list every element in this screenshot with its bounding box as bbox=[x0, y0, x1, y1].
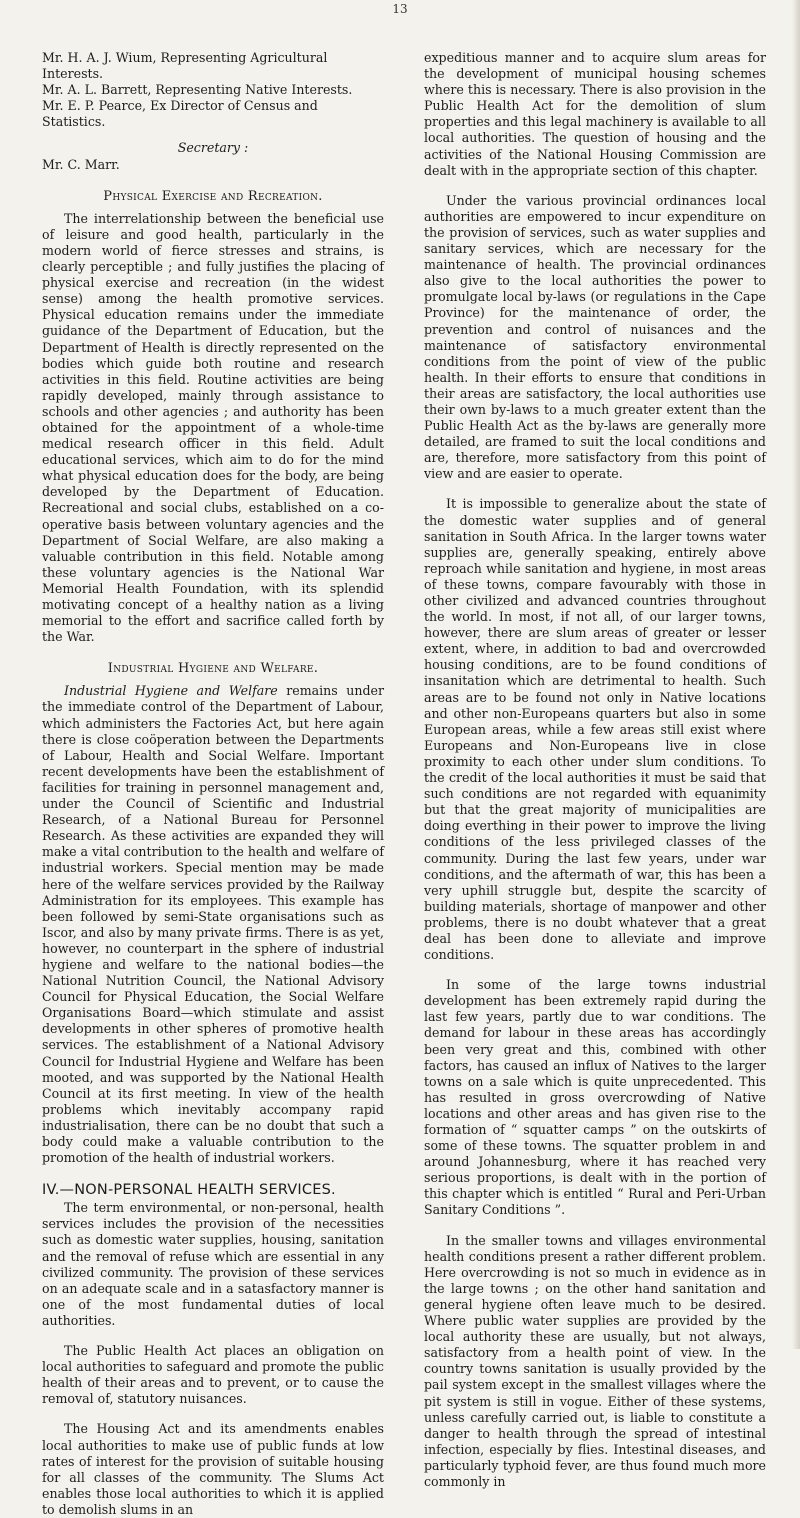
section-heading-physical: Physical Exercise and Recreation. bbox=[103, 188, 323, 204]
page-number: 13 bbox=[392, 2, 408, 16]
paragraph-physical: The interrelationship between the beneficial use of leisure and good health, particularly in the modern world of fierce stresses and strains, is clearly perceptible ; and fully justifies the placing of physical exercise and recreation (in the widest sense) among the health promotive services. Physical education remains under the immediate guidance of the Department of Education, but the Department of Health is directly represented on the bodies which guide both routine and research activities in this field. Routine activities are being rapidly developed, mainly through assistance to schools and other agencies ; and authority has been obtained for the appointment of a whole-time medical research officer in this field. Adult educational services, which aim to do for the mind what physical education does for the body, are being developed by the Department of Education. Recreational and social clubs, established on a co-operative basis between voluntary agencies and the Department of Social Welfare, are also making a valuable contribution in this field. Notable among these voluntary agencies is the National War Memorial Health Foundation, with its splendid motivating concept of a healthy nation as a living memorial to the effort and sacrifice called forth by the War. bbox=[42, 210, 384, 645]
secretary-name: Mr. C. Marr. bbox=[42, 156, 120, 172]
committee-member: Mr. A. L. Barrett, Representing Native Interests. bbox=[42, 82, 353, 98]
committee-member: Mr. H. A. J. Wium, Representing Agricultural Interests. bbox=[42, 50, 328, 82]
paragraph-body: remains under the immediate control of the Department of Labour, which administers the Factories Act, but here again there is close coöperation between the Departments of Labour, Health and Social Welfare. Important recent developments have been the establishment of facilities for training in personnel management and, under the Council of Scientific and Industrial Research, of a National Bureau for Personnel Research. As these activities are expanded they will make a vital contribution to the health and welfare of industrial workers. Special mention may be made here of the welfare services provided by the Railway Administration for its employees. This example has been followed by semi-State organisations such as Iscor, and also by many private firms. There is as yet, however, no counterpart in the sphere of industrial hygiene and welfare to the national bodies—the National Nutrition Council, the National Advisory Council for Physical Education, the Social Welfare Organisations Board—which stimulate and assist developments in other spheres of promotive health services. The establishment of a National Advisory Council for Industrial Hygiene and Welfare has been mooted, and was supported by the National Health Council at its first meeting. In view of the health problems which inevitably accompany rapid industrialisation, there can be no doubt that such a body could make a valuable contribution to the promotion of the health of industrial workers. bbox=[42, 683, 384, 1166]
page-edge-shadow bbox=[792, 0, 800, 1349]
paragraph: The Housing Act and its amendments enables local authorities to make use of public funds at low rates of interest for the provision of suitable housing for all classes of the community. The Slums Act enables those local authorities to which it is applied to demolish slums in an bbox=[42, 1421, 384, 1517]
paragraph-lead: Industrial Hygiene and Welfare bbox=[64, 683, 278, 699]
paragraph: Under the various provincial ordinances local authorities are empowered to incur expenditure on the provision of services, such as water supplies and sanitary services, which are necessary for the maintenance of health. The provincial ordinances also give to the local authorities the power to promulgate local by-laws (or regulations in the Cape Province) for the maintenance of order, the prevention and control of nuisances and the maintenance of satisfactory environmental conditions from the point of view of the public health. In their efforts to ensure that conditions in their areas are satisfactory, the local authorities use their own by-laws to a much greater extent than the Public Health Act as the by-laws are generally more detailed, are framed to suit the local conditions and are, therefore, more satisfactory from this point of view and are easier to operate. bbox=[424, 192, 766, 482]
committee-member: Mr. E. P. Pearce, Ex Director of Census and Statistics. bbox=[42, 98, 318, 130]
paragraph: The Public Health Act places an obligation on local authorities to safeguard and promote the public health of their areas and to prevent, or to cause the removal of, statutory nuisances. bbox=[42, 1343, 384, 1407]
paragraph: It is impossible to generalize about the state of the domestic water supplies and of general sanitation in South Africa. In the larger towns water supplies are, generally speaking, entirely above reproach while sanitation and hygiene, in most areas of these towns, compare favourably with those in other civilized and advanced countries throughout the world. In most, if not all, of our larger towns, however, there are slum areas of greater or lesser extent, where, in addition to bad and overcrowded housing conditions, are to be found conditions of insanitation which are detrimental to health. Such areas are to be found not only in Native locations and other non-Europeans quarters but also in some European areas, while a few areas still exist where Europeans and Non-Europeans live in close proximity to each other under slum conditions. To the credit of the local authorities it must be said that such conditions are not regarded with equanimity but that the great majority of municipalities are doing everthing in their power to improve the living conditions of the less privileged classes of the community. During the last few years, under war conditions, and the aftermath of war, this has been a very uphill struggle but, despite the scarcity of building materials, shortage of manpower and other problems, there is no doubt whatever that a great deal has been done to alleviate and improve conditions. bbox=[424, 496, 766, 963]
right-column bbox=[424, 50, 766, 1490]
paragraph: The term environmental, or non-personal, health services includes the provision of the necessities such as domestic water supplies, housing, sanitation and the removal of refuse which are essential in any civilized community. The provision of these services on an adequate scale and in a satasfactory manner is one of the most fundamental duties of local authorities. bbox=[42, 1200, 384, 1328]
paragraph: In some of the large towns industrial development has been extremely rapid during the last few years, partly due to war conditions. The demand for labour in these areas has accordingly been very great and this, combined with other factors, has caused an influx of Natives to the larger towns on a sale which is quite unprecedented. This has resulted in gross overcrowding of Native locations and other areas and has given rise to the formation of “ squatter camps ” on the outskirts of some of these towns. The squatter problem in and around Johannesburg, where it has reached very serious proportions, is dealt with in the portion of this chapter which is entitled “ Rural and Peri-Urban Sanitary Conditions ”. bbox=[424, 977, 766, 1218]
paragraph-industrial bbox=[42, 683, 384, 1166]
secretary-label: Secretary : bbox=[177, 140, 249, 156]
paragraph: expeditious manner and to acquire slum areas for the development of municipal housing schemes where this is necessary. There is also provision in the Public Health Act for the demolition of slum properties and this legal machinery is available to all local authorities. The question of housing and the activities of the National Housing Commission are dealt with in the appropriate section of this chapter. bbox=[424, 50, 766, 178]
committee-list bbox=[42, 50, 384, 173]
chapter-heading: IV.—NON-PERSONAL HEALTH SERVICES. bbox=[42, 1182, 336, 1199]
paragraph: In the smaller towns and villages environmental health conditions present a rather different problem. Here overcrowding is not so much in evidence as in the large towns ; on the other hand sanitation and general hygiene often leave much to be desired. Where public water supplies are provided by the local authority these are usually, but not always, satisfactory from a health point of view. In the country towns sanitation is usually provided by the pail system except in the smallest villages where the pit system is still in vogue. Either of these systems, unless carefully carried out, is liable to constitute a danger to health through the spread of intestinal infection, especially by flies. Intestinal diseases, and particularly typhoid fever, are thus found much more commonly in bbox=[424, 1232, 766, 1489]
section-heading-industrial: Industrial Hygiene and Welfare. bbox=[107, 661, 319, 677]
left-column bbox=[42, 50, 384, 1518]
